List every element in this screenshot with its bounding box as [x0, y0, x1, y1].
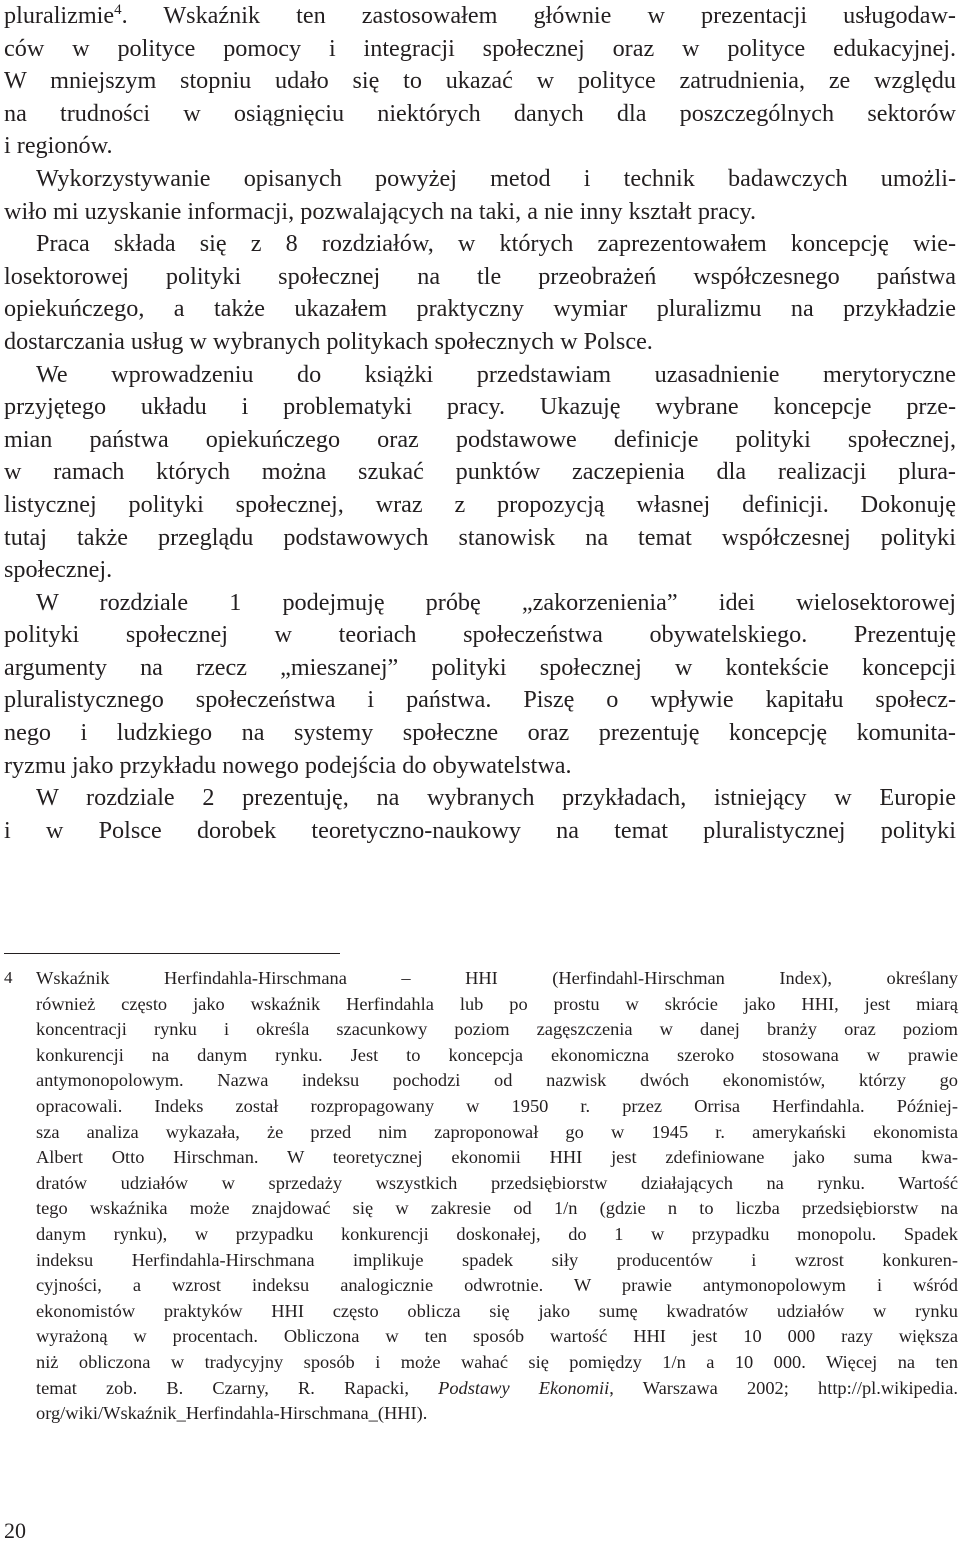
footnote-line: konkurencji na danym rynku. Jest to koncepcja ekonomiczna szeroko stosowana w prawie: [36, 1044, 958, 1065]
footnote-line: indeksu Herfindahla-Hirschmana implikuje spadek siły producentów i wzrost konkuren-: [36, 1249, 958, 1270]
paragraph-start: Wykorzystywanie opisanych powyżej metod i technik badawczych umożli-: [36, 164, 956, 192]
text-line: nego i ludzkiego na systemy społeczne oraz prezentuję koncepcję komunita-: [4, 719, 956, 747]
footnote-line: ekonomistów praktyków HHI często oblicza się jako sumę kwadratów udziałów w rynku: [36, 1300, 958, 1321]
footnote-line: niż obliczona w tradycyjny sposób i może wahać się pomiędzy 1/n a 10 000. Więcej na ten: [36, 1351, 958, 1372]
footnote-line: również często jako wskaźnik Herfindahla lub po prostu w skrócie jako HHI, jest miarą: [36, 993, 958, 1014]
footnote-text: [36, 966, 958, 1427]
text-line: pluralizmie$^4$. Wskaźnik ten zastosowałem głównie w prezentacji usługodaw-: [4, 2, 956, 29]
text-line: listycznej polityki społecznej, wraz z propozycją własnej definicji. Dokonuję: [4, 490, 956, 518]
footnote-separator: [4, 953, 340, 954]
text-line: ców w polityce pomocy i integracji społecznej oraz w polityce edukacyjnej.: [4, 34, 956, 62]
footnote-line: sza analiza wykazała, że przed nim zaproponował go w 1945 r. amerykański ekonomista: [36, 1121, 958, 1142]
footnote-line: dratów udziałów w sprzedaży wszystkich przedsiębiorstw działających na rynku. Wartość: [36, 1172, 958, 1193]
text-line: pluralistycznego społeczeństwa i państwa. Piszę o wpływie kapitału społecz-: [4, 686, 956, 714]
paragraph-start: W rozdziale 2 prezentuję, na wybranych przykładach, istniejący w Europie: [36, 784, 956, 812]
text-line: wiło mi uzyskanie informacji, pozwalających na taki, a nie inny kształt pracy.: [4, 197, 757, 225]
text-line: na trudności w osiągnięciu niektórych danych dla poszczególnych sektorów: [4, 99, 956, 127]
footnote-number: 4: [4, 968, 13, 987]
footnote-line: koncentracji rynku i określa szacunkowy poziom zagęszczenia w danej branży oraz poziom: [36, 1019, 958, 1040]
paragraph-start: W rozdziale 1 podejmuję próbę „zakorzenienia” idei wielosektorowej: [36, 588, 956, 616]
text-line: i w Polsce dorobek teoretyczno-naukowy na temat pluralistycznej polityki: [4, 816, 956, 844]
footnote-line: Albert Otto Hirschman. W teoretycznej ekonomii HHI jest zdefiniowane jako suma kwa-: [36, 1147, 958, 1168]
text-line: ryzmu jako przykładu nowego podejścia do obywatelstwa.: [4, 751, 572, 779]
text-line: przyjętego układu i problematyki pracy. Ukazuję wybrane koncepcje prze-: [4, 393, 956, 421]
footnote-line: cyjności, a wzrost indeksu analogicznie odwrotnie. W prawie antymonopolowym i wśród: [36, 1275, 958, 1296]
text-line: argumenty na rzecz „mieszanej” polityki społecznej w kontekście koncepcji: [4, 653, 956, 681]
book-title: Podstawy Ekonomii: [438, 1377, 610, 1398]
text-line: i regionów.: [4, 132, 113, 160]
text-line: W mniejszym stopniu udało się to ukazać w polityce zatrudnienia, ze względu: [4, 67, 956, 95]
text-line: opiekuńczego, a także ukazałem praktyczny wymiar pluralizmu na przykładzie: [4, 295, 956, 323]
page-number: 20: [4, 1518, 26, 1543]
footnote-line: antymonopolowym. Nazwa indeksu pochodzi od nazwisk dwóch ekonomistów, którzy go: [36, 1070, 958, 1091]
footnote-line: Wskaźnik Herfindahla-Hirschmana – HHI (Herfindahl-Hirschman Index), określany: [36, 968, 958, 988]
paragraph-start: We wprowadzeniu do książki przedstawiam uzasadnienie merytoryczne: [36, 360, 956, 388]
text-line: społecznej.: [4, 556, 113, 584]
footnote-line: wyrażoną w procentach. Obliczona w ten sposób wartość HHI jest 10 000 razy większa: [36, 1326, 958, 1347]
footnote-reference[interactable]: 4: [114, 2, 122, 18]
footnote-line: danym rynku), w przypadku konkurencji doskonałej, do 1 w przypadku monopolu. Spadek: [36, 1223, 958, 1244]
paragraph-start: Praca składa się z 8 rozdziałów, w których zaprezentowałem koncepcję wie-: [36, 230, 956, 258]
main-text: [4, 0, 956, 847]
text-line: mian państwa opiekuńczego oraz podstawowe definicje polityki społecznej,: [4, 425, 956, 453]
footnote-line: opracowali. Indeks został rozpropagowany w 1950 r. przez Orrisa Herfindahla. Później-: [36, 1095, 958, 1116]
footnote-line: tego wskaźnika może znajdować się w zakresie od 1/n (gdzie n to liczba przedsiębiorstw na: [36, 1198, 958, 1219]
footnote-line: temat zob. B. Czarny, R. Rapacki, Podstawy Ekonomii, Warszawa 2002; http://pl.wikipedia.: [36, 1377, 958, 1398]
text-line: tutaj także przeglądu podstawowych stanowisk na temat współczesnej polityki: [4, 523, 956, 551]
text-line: w ramach których można szukać punktów zaczepienia dla realizacji plura-: [4, 458, 956, 486]
text-line: dostarczania usług w wybranych politykach społecznych w Polsce.: [4, 327, 653, 355]
text-line: losektorowej polityki społecznej na tle przeobrażeń współczesnego państwa: [4, 262, 956, 290]
footnote-url-line[interactable]: org/wiki/Wskaźnik_Herfindahla-Hirschmana_(HHI).: [36, 1403, 428, 1424]
text-line: polityki społecznej w teoriach społeczeństwa obywatelskiego. Prezentuję: [4, 621, 956, 649]
